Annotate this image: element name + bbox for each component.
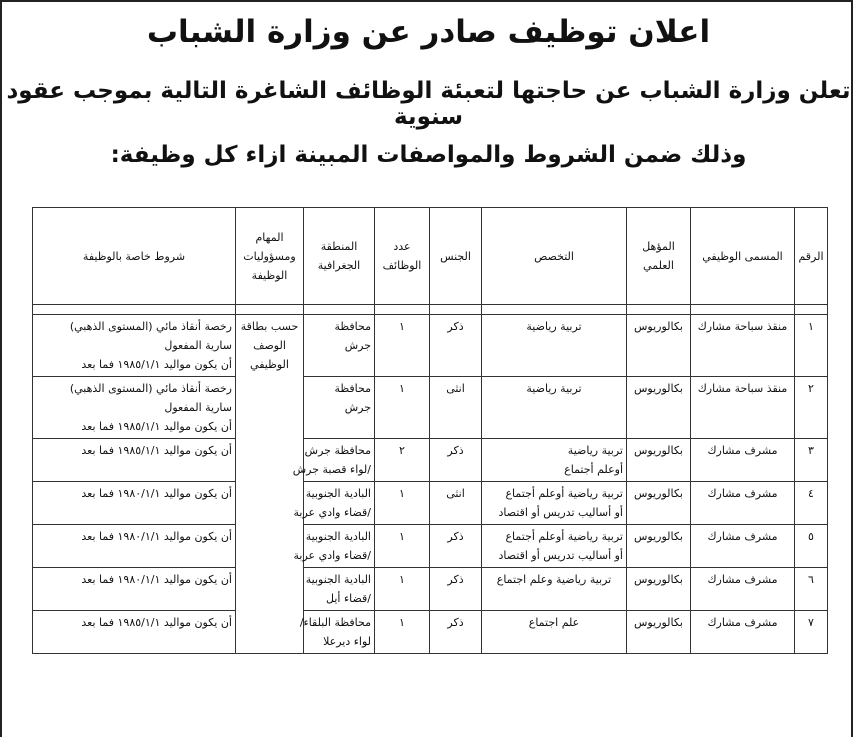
region-line: محافظة البلقاء/ [299, 616, 371, 629]
cell-region [299, 611, 375, 654]
header-qualification: المؤهل العلمي [627, 208, 691, 305]
cell-count: ١ [375, 482, 430, 525]
cell-job-title: مشرف مشارك [691, 439, 795, 482]
table-row [33, 482, 828, 525]
condition-line: أن يكون مواليد ١٩٨٥/١/١ فما بعد [81, 358, 232, 371]
cell-gender: ذكر [430, 439, 482, 482]
cell-conditions [33, 439, 236, 482]
cell-conditions [33, 482, 236, 525]
condition-line: أن يكون مواليد ١٩٨٠/١/١ فما بعد [81, 530, 232, 543]
specialization-line: تربية رياضية أوعلم أجتماع [505, 530, 623, 543]
cell-qualification: بكالوريوس [627, 439, 691, 482]
cell-conditions [33, 611, 236, 654]
cell-job-title: منقذ سباحة مشارك [691, 315, 795, 377]
cell-region [293, 525, 375, 568]
cell-gender: انثى [430, 377, 482, 439]
table-row [33, 611, 828, 654]
table-row [33, 315, 828, 377]
cell-gender: ذكر [430, 525, 482, 568]
cell-specialization [482, 482, 627, 525]
cell-conditions [33, 568, 236, 611]
specialization-line: أو أساليب تدريس أو اقتصاد [498, 506, 623, 519]
condition-line: أن يكون مواليد ١٩٨٥/١/١ فما بعد [81, 616, 232, 629]
cell-specialization: تربية رياضية وعلم اجتماع [482, 568, 627, 611]
region-line: البادية الجنوبية [305, 573, 371, 586]
cell-region [304, 568, 375, 611]
cell-qualification: بكالوريوس [627, 611, 691, 654]
cell-number: ٣ [795, 439, 828, 482]
header-count: عدد الوظائف [375, 208, 430, 305]
header-conditions: شروط خاصة بالوظيفة [33, 208, 236, 305]
region-line: محافظة جرش [334, 320, 371, 352]
cell-number: ٦ [795, 568, 828, 611]
table-header-row [33, 208, 828, 305]
cell-number: ٢ [795, 377, 828, 439]
condition-line: أن يكون مواليد ١٩٨٠/١/١ فما بعد [81, 573, 232, 586]
cell-duties-merged: حسب بطاقة الوصف الوظيفي [236, 315, 304, 654]
cell-job-title: منقذ سباحة مشارك [691, 377, 795, 439]
header-number: الرقم [795, 208, 828, 305]
cell-count: ١ [375, 525, 430, 568]
condition-line: أن يكون مواليد ١٩٨٥/١/١ فما بعد [81, 420, 232, 433]
table-row [33, 439, 828, 482]
cell-specialization: تربية رياضية [482, 315, 627, 377]
header-duties: المهام ومسؤوليات الوظيفة [236, 208, 304, 305]
cell-count: ١ [375, 315, 430, 377]
cell-job-title: مشرف مشارك [691, 482, 795, 525]
cell-qualification: بكالوريوس [627, 525, 691, 568]
cell-specialization: تربية رياضية [482, 377, 627, 439]
condition-line: أن يكون مواليد ١٩٨٠/١/١ فما بعد [81, 487, 232, 500]
cell-gender: ذكر [430, 611, 482, 654]
announcement-subtitle-line-1: تعلن وزارة الشباب عن حاجتها لتعبئة الوظائف الشاغرة التالية بموجب عقود سنوية [6, 78, 851, 130]
cell-conditions [33, 377, 236, 439]
cell-region [293, 482, 375, 525]
specialization-line: أوعلم أجتماع [564, 463, 623, 476]
cell-number: ٥ [795, 525, 828, 568]
cell-gender: انثى [430, 482, 482, 525]
cell-qualification: بكالوريوس [627, 377, 691, 439]
cell-count: ٢ [375, 439, 430, 482]
cell-gender: ذكر [430, 315, 482, 377]
table-row [33, 525, 828, 568]
specialization-line: أو أساليب تدريس أو اقتصاد [498, 549, 623, 562]
region-line: /لواء قصبة جرش [292, 463, 371, 476]
region-line: محافظة جرش [334, 382, 371, 414]
table-spacer-row [33, 305, 828, 315]
region-line: محافظة جرش [304, 444, 371, 457]
header-gender: الجنس [430, 208, 482, 305]
header-specialization: التخصص [482, 208, 627, 305]
cell-job-title: مشرف مشارك [691, 568, 795, 611]
cell-specialization [482, 525, 627, 568]
cell-count: ١ [375, 377, 430, 439]
announcement-subtitle-line-2: وذلك ضمن الشروط والمواصفات المبينة ازاء كل وظيفة: [110, 142, 747, 168]
region-line: لواء ديرعلا [323, 635, 371, 648]
condition-line: رخصة أنقاذ مائي (المستوى الذهبي) [69, 382, 232, 395]
cell-conditions [33, 525, 236, 568]
cell-job-title: مشرف مشارك [691, 525, 795, 568]
header-job-title: المسمى الوظيفي [691, 208, 795, 305]
region-line: /قضاء أيل [326, 592, 371, 605]
cell-qualification: بكالوريوس [627, 568, 691, 611]
region-line: البادية الجنوبية [305, 487, 371, 500]
table-row [33, 568, 828, 611]
cell-count: ١ [375, 568, 430, 611]
cell-region [292, 439, 375, 482]
table-row [33, 377, 828, 439]
cell-number: ٤ [795, 482, 828, 525]
cell-conditions [33, 315, 236, 377]
region-line: /قضاء وادي عربة [293, 506, 371, 519]
cell-specialization: علم اجتماع [482, 611, 627, 654]
cell-specialization [482, 439, 627, 482]
cell-number: ٧ [795, 611, 828, 654]
cell-qualification: بكالوريوس [627, 482, 691, 525]
condition-line: سارية المفعول [164, 339, 232, 352]
cell-region [304, 315, 375, 377]
cell-region [304, 377, 375, 439]
specialization-line: تربية رياضية أوعلم أجتماع [505, 487, 623, 500]
condition-line: سارية المفعول [164, 401, 232, 414]
condition-line: رخصة أنقاذ مائي (المستوى الذهبي) [69, 320, 232, 333]
cell-job-title: مشرف مشارك [691, 611, 795, 654]
jobs-table [32, 207, 828, 654]
cell-gender: ذكر [430, 568, 482, 611]
cell-qualification: بكالوريوس [627, 315, 691, 377]
specialization-line: تربية رياضية [567, 444, 623, 457]
announcement-title: اعلان توظيف صادر عن وزارة الشباب [146, 14, 711, 50]
region-line: البادية الجنوبية [305, 530, 371, 543]
region-line: /قضاء وادي عربة [293, 549, 371, 562]
cell-number: ١ [795, 315, 828, 377]
condition-line: أن يكون مواليد ١٩٨٥/١/١ فما بعد [81, 444, 232, 457]
cell-count: ١ [375, 611, 430, 654]
header-region: المنطقة الجغرافية [304, 208, 375, 305]
